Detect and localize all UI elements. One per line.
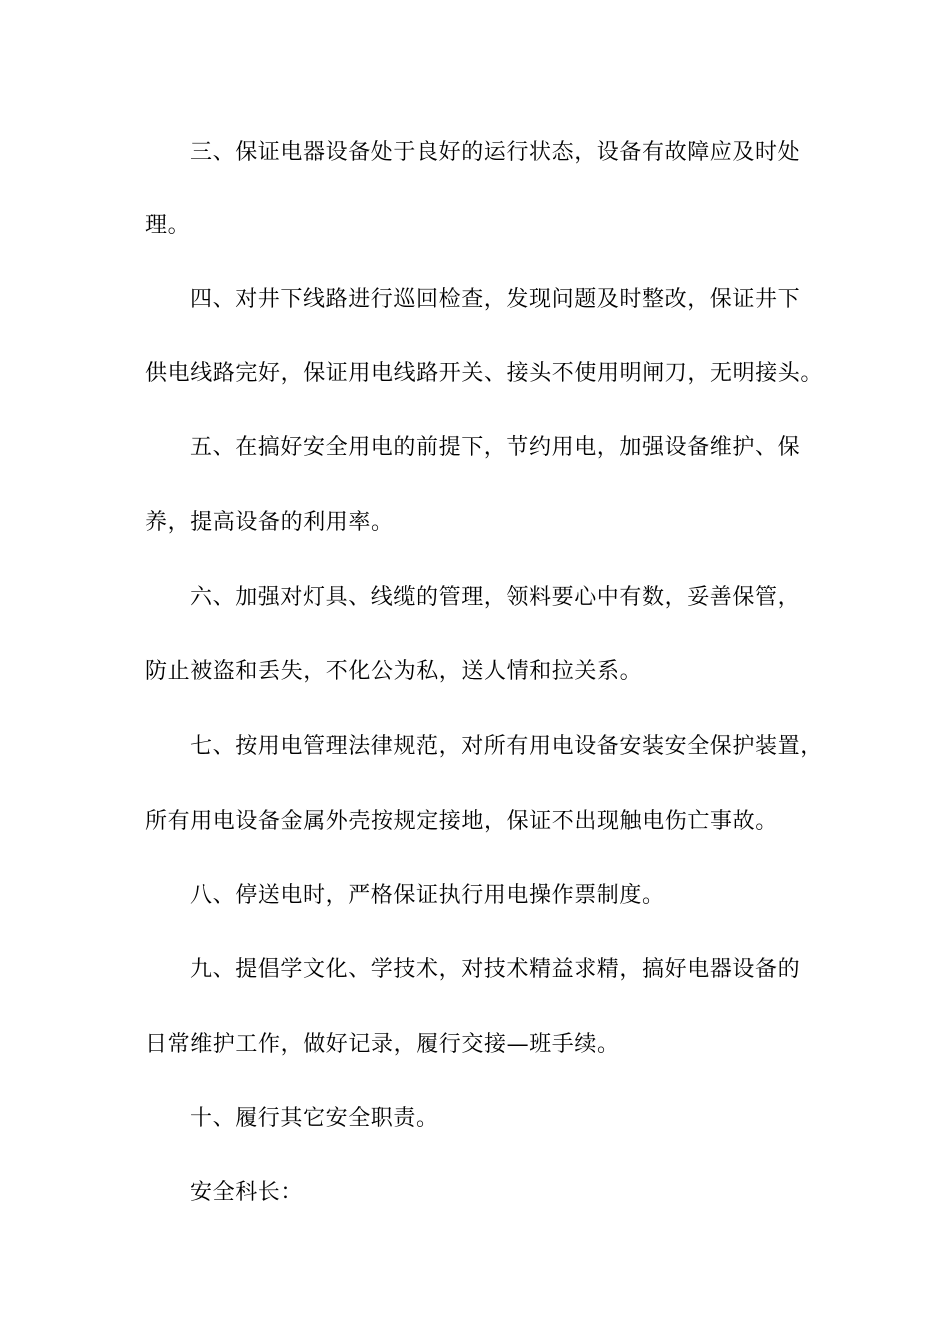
item-7-line-1: 七、按用电管理法律规范，对所有用电设备安装安全保护装置， [190,734,823,759]
signature-label: 安全科长： [190,1180,304,1205]
item-7-line-2: 所有用电设备金属外壳按规定接地，保证不出现触电伤亡事故。 [145,809,778,834]
item-5-line-2: 养，提高设备的利用率。 [145,510,394,535]
item-6-line-2: 防止被盗和丢失，不化公为私，送人情和拉关系。 [145,659,643,684]
item-3-line-1: 三、保证电器设备处于良好的运行状态，设备有故障应及时处 [190,140,801,165]
item-10-line-1: 十、履行其它安全职责。 [190,1106,439,1131]
item-4-line-1: 四、对井下线路进行巡回检查，发现问题及时整改，保证井下 [190,287,801,312]
item-6-line-1: 六、加强对灯具、线缆的管理，领料要心中有数，妥善保管， [190,585,801,610]
item-5-line-1: 五、在搞好安全用电的前提下，节约用电，加强设备维护、保 [190,435,801,460]
item-9-line-2: 日常维护工作，做好记录，履行交接—班手续。 [145,1032,620,1057]
item-8-line-1: 八、停送电时，严格保证执行用电操作票制度。 [190,883,665,908]
item-4-line-2: 供电线路完好，保证用电线路开关、接头不使用明闸刀，无明接头。 [145,361,824,386]
item-3-line-2: 理。 [145,213,191,238]
item-9-line-1: 九、提倡学文化、学技术，对技术精益求精，搞好电器设备的 [190,957,801,982]
